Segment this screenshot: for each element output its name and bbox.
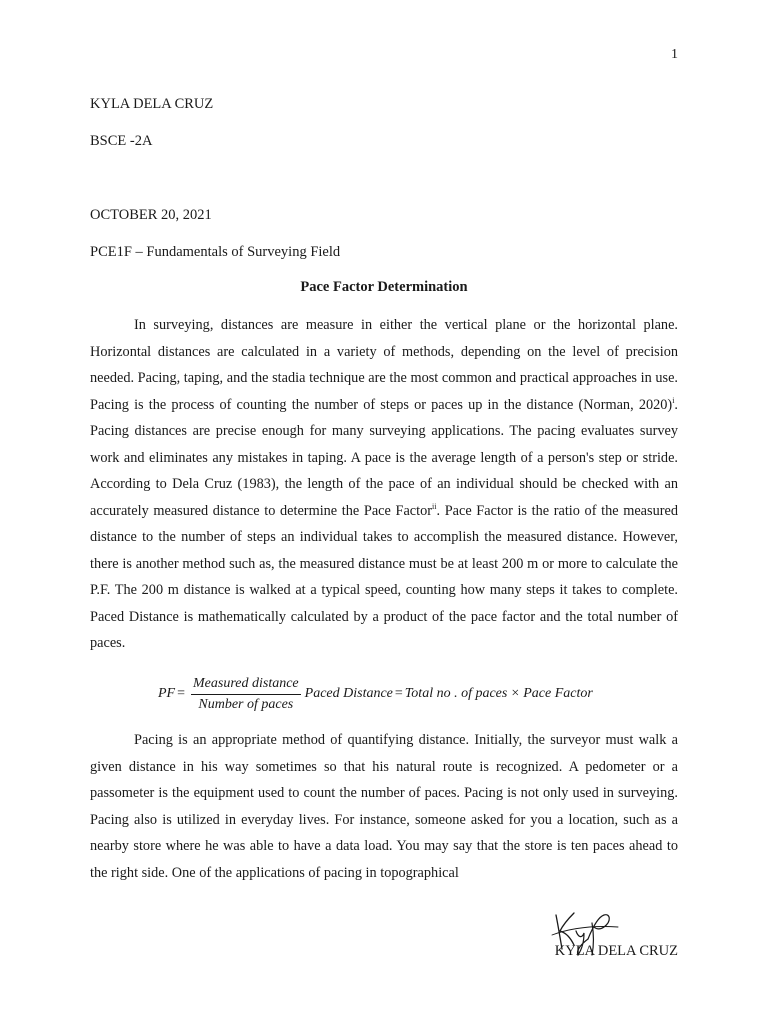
formula-fraction [191,676,301,713]
formula-pace-factor: Pace Factor [523,686,593,701]
page-number: 1 [671,47,678,62]
formula-pf-label: PF [158,686,176,701]
formula-equals: = [177,686,186,701]
document-title: Pace Factor Determination [300,279,468,295]
section-label: BSCE -2A [90,133,153,149]
document-date: OCTOBER 20, 2021 [90,207,212,223]
paragraph-1 [90,312,678,657]
formula-paced-equals: = [394,686,403,701]
formula-paced-distance-label: Paced Distance [304,686,393,701]
formula-times: × [511,686,520,701]
signature-block [538,905,678,965]
pace-factor-formula [158,672,593,716]
author-name: KYLA DELA CRUZ [90,96,214,112]
paragraph-1-part-3: . Pace Factor is the ratio of the measured distance to the number of steps an individual takes to accomplish the measured distance. However, there is another method such as, the measured distance must be at least 200 m or more to calculate the P.F. The 200 m distance is walked at a typical speed, counting how many steps it takes to complete. Paced Distance is mathematically calculated by a product of the pace factor and the total number of paces. [90,502,678,651]
formula-denominator: Number of paces [198,696,294,712]
signature-name: KYLA DELA CRUZ [554,943,678,959]
footnote-ref-1: i [672,395,675,405]
paragraph-2-text: Pacing is an appropriate method of quantifying distance. Initially, the surveyor must walk a given distance in his way sometimes so that his natural route is recognized. A pedometer or a passometer is the equipment used to count the number of paces. Pacing is not only used in surveying. Pacing also is utilized in everyday lives. For instance, someone asked for you a location, such as a nearby store where he was able to have a data load. You may say that the store is ten paces ahead to the right side. One of the applications of pacing in topographical [90,732,678,881]
paragraph-1-part-2: . Pacing distances are precise enough for many surveying applications. The pacing evaluates survey work and eliminates any mistakes in taping. A pace is the average length of a person's step or stride. According to Dela Cruz (1983), the length of the pace of an individual should be checked with an accurately measured distance to determine the Pace Factor [90,396,678,519]
paragraph-2 [90,727,678,886]
formula-total-paces: Total no . of paces [404,686,508,701]
formula-numerator: Measured distance [191,676,301,695]
paragraph-1-part-1: In surveying, distances are measure in either the vertical plane or the horizontal plane. Horizontal distances are calculated in a variety of methods, depending on the level of precision needed. Pacing, taping, and the stadia technique are the most common and practical approaches in use. Pacing is the process of counting the number of steps or paces up in the distance (Norman, 2020) [90,317,678,413]
footnote-ref-2: ii [432,501,437,511]
course-title: PCE1F – Fundamentals of Surveying Field [90,244,341,260]
